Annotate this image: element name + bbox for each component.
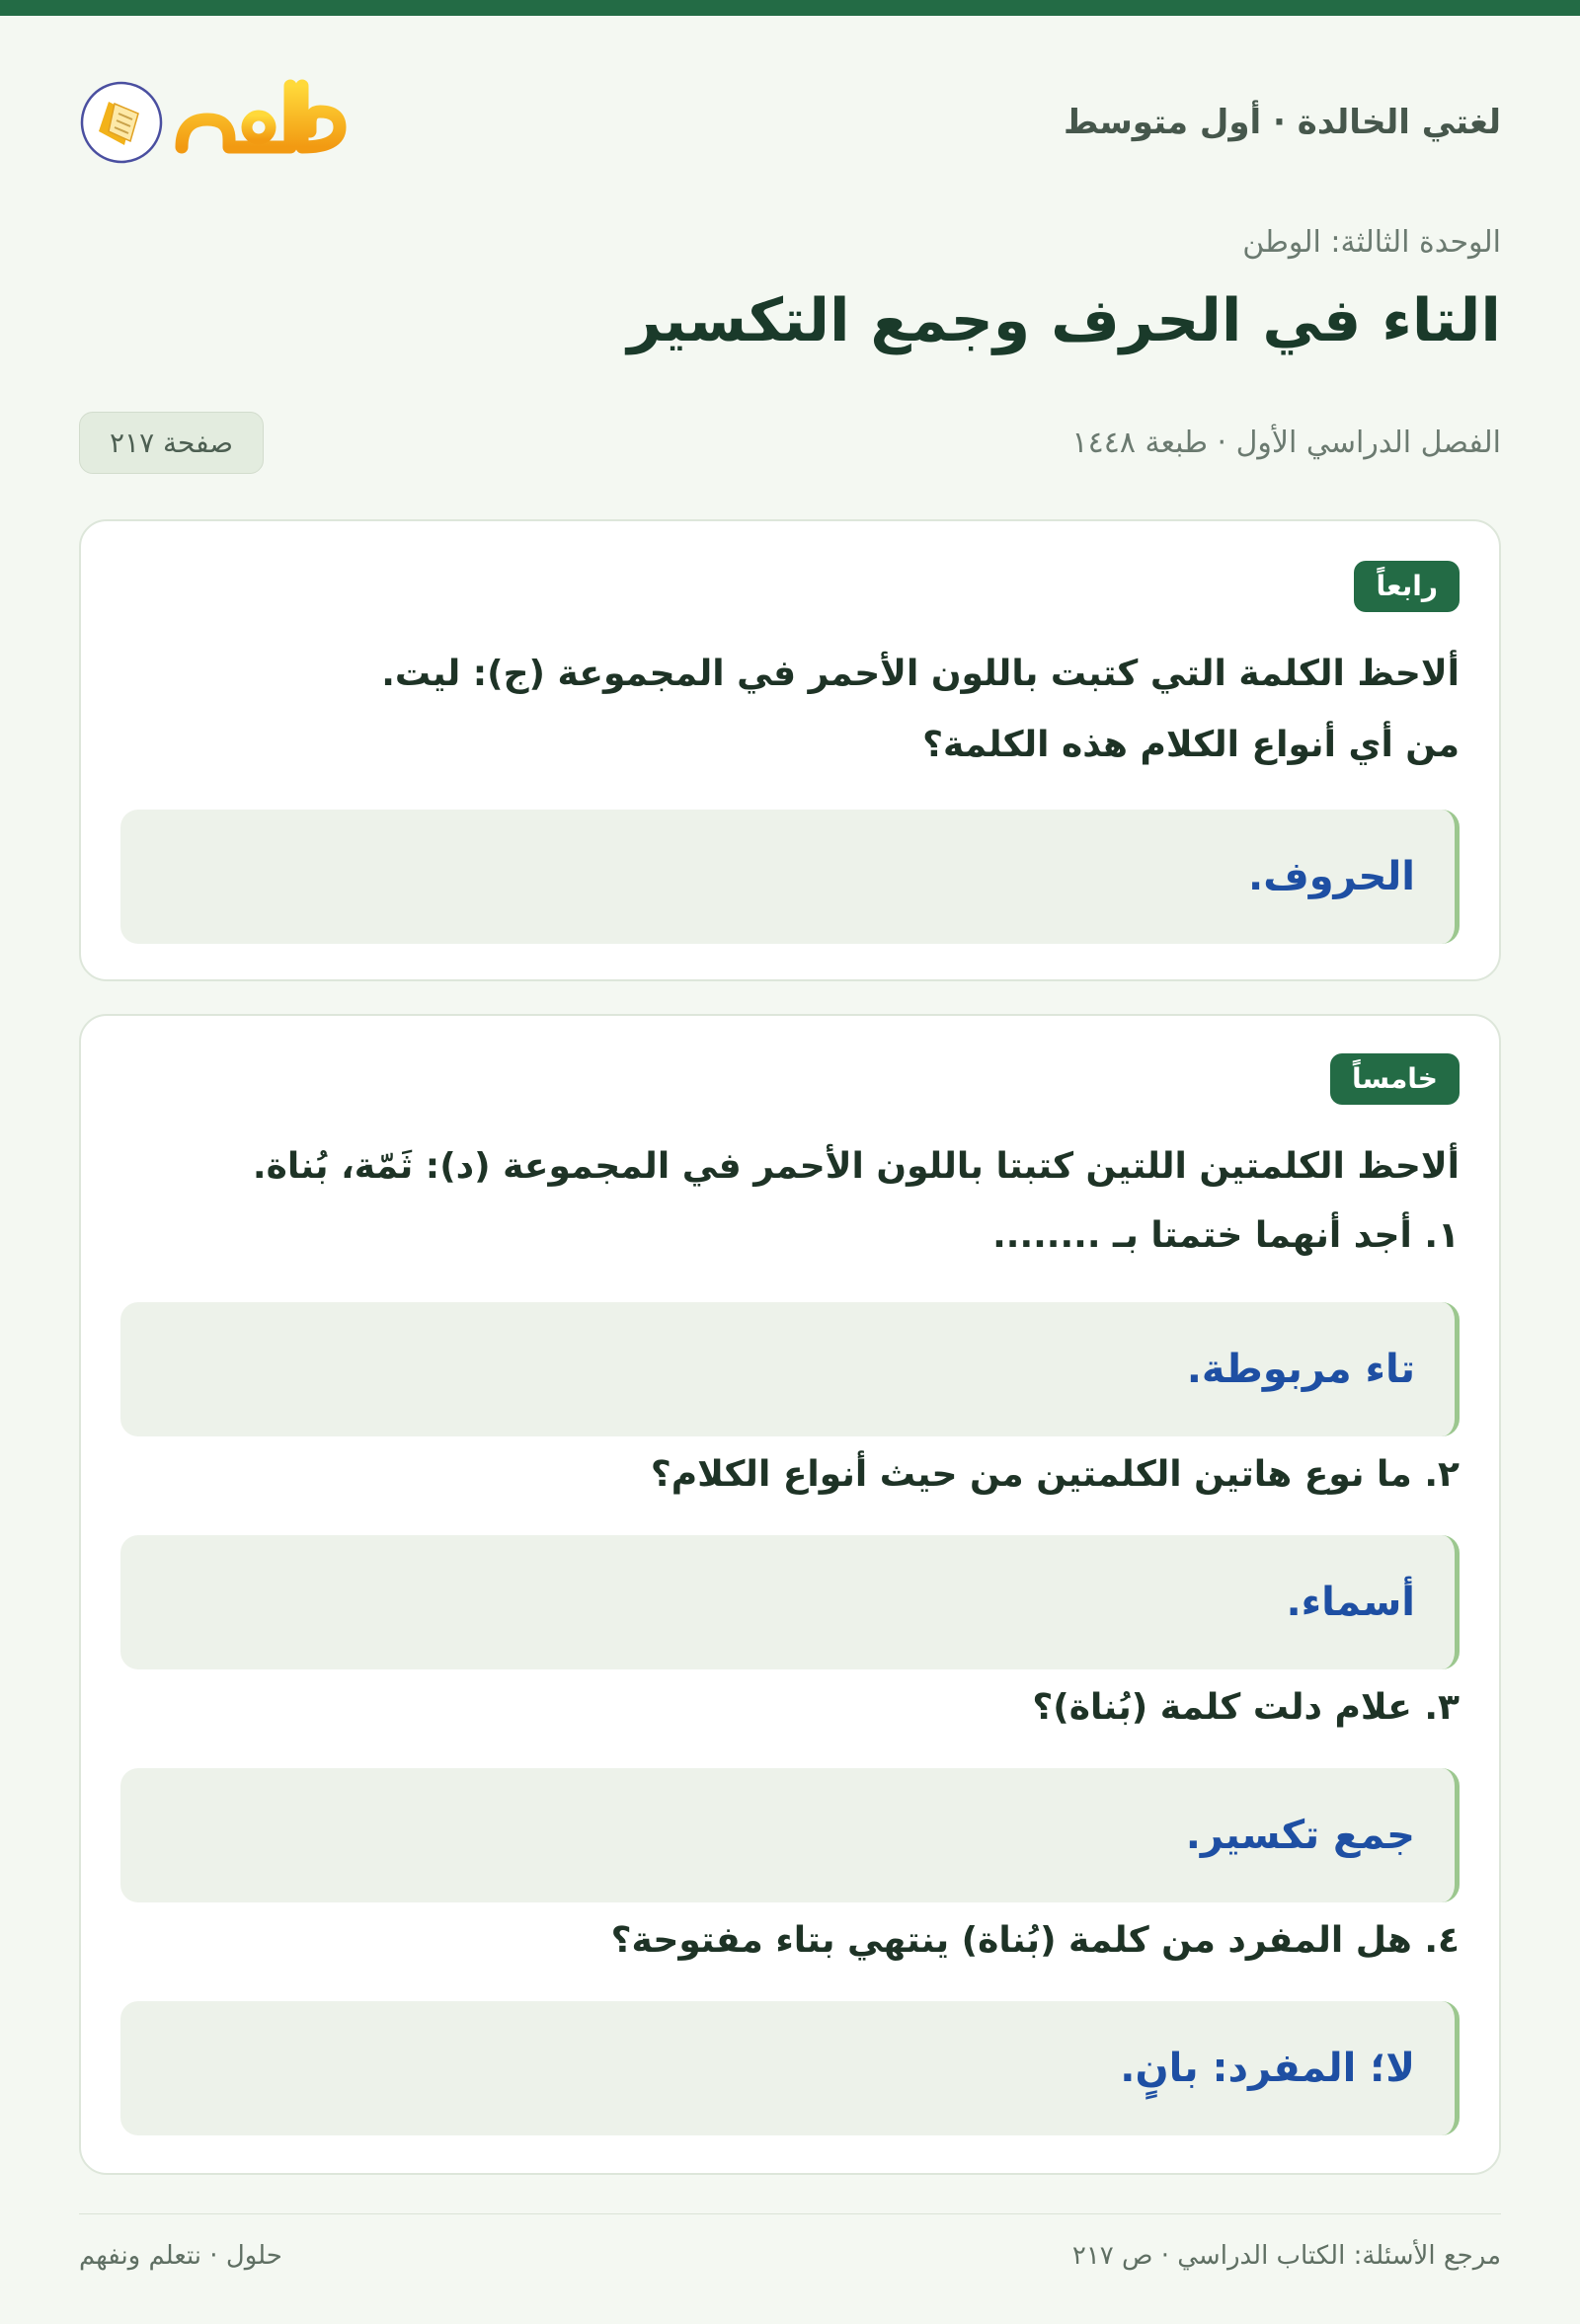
footer-divider xyxy=(79,2213,1501,2214)
hulul-logo[interactable] xyxy=(79,68,350,177)
answer-text: أسماء. xyxy=(1286,1580,1415,1625)
footer-tagline: حلول · نتعلم ونفهم xyxy=(79,2241,282,2271)
page-number-badge: صفحة ٢١٧ xyxy=(79,412,264,474)
answer-box xyxy=(120,1535,1460,1669)
page-footer xyxy=(79,2241,1501,2271)
question-text: ٤. هل المفرد من كلمة (بُناة) ينتهي بتاء مفتوحة؟ xyxy=(610,1920,1460,1961)
term-info: الفصل الدراسي الأول · طبعة ١٤٤٨ xyxy=(1071,425,1501,460)
question-text: ٣. علام دلت كلمة (بُناة)؟ xyxy=(1032,1687,1460,1728)
question-text: ٢. ما نوع هاتين الكلمتين من حيث أنواع الكلام؟ xyxy=(650,1454,1460,1495)
book-title: لغتي الخالدة · أول متوسط xyxy=(1063,103,1501,142)
question-card-4 xyxy=(79,519,1501,981)
svg-text:حلول: حلول xyxy=(261,172,264,173)
answer-text: لا؛ المفرد: بانٍ. xyxy=(1120,2046,1415,2091)
question-card-5 xyxy=(79,1014,1501,2175)
answer-box xyxy=(120,2001,1460,2135)
meta-row xyxy=(79,407,1501,478)
answer-text: تاء مربوطة. xyxy=(1186,1347,1415,1392)
answer-box xyxy=(120,1302,1460,1436)
question-intro: ألاحظ الكلمتين اللتين كتبتا باللون الأحمر في المجموعة (د): ثَمّة، بُناة. xyxy=(252,1146,1460,1187)
page-header xyxy=(79,63,1501,182)
question-text: ألاحظ الكلمة التي كتبت باللون الأحمر في المجموعة (ج): ليت. xyxy=(381,654,1460,694)
hulul-wordmark xyxy=(172,68,350,177)
book-emblem-icon xyxy=(79,80,164,165)
lesson-title: التاء في الحرف وجمع التكسير xyxy=(627,286,1501,355)
answer-box xyxy=(120,1768,1460,1902)
question-text: ١. أجد أنهما ختمتا بـ ........ xyxy=(992,1215,1460,1256)
question-text: من أي أنواع الكلام هذه الكلمة؟ xyxy=(922,725,1460,765)
answer-text: الحروف. xyxy=(1248,854,1415,899)
answer-box xyxy=(120,810,1460,944)
footer-reference: مرجع الأسئلة: الكتاب الدراسي · ص ٢١٧ xyxy=(1071,2241,1501,2271)
top-accent-bar xyxy=(0,0,1580,16)
section-chip: خامساً xyxy=(1330,1053,1460,1105)
unit-label: الوحدة الثالثة: الوطن xyxy=(1242,225,1501,260)
section-chip: رابعاً xyxy=(1354,561,1460,612)
answer-text: جمع تكسير. xyxy=(1185,1813,1415,1858)
